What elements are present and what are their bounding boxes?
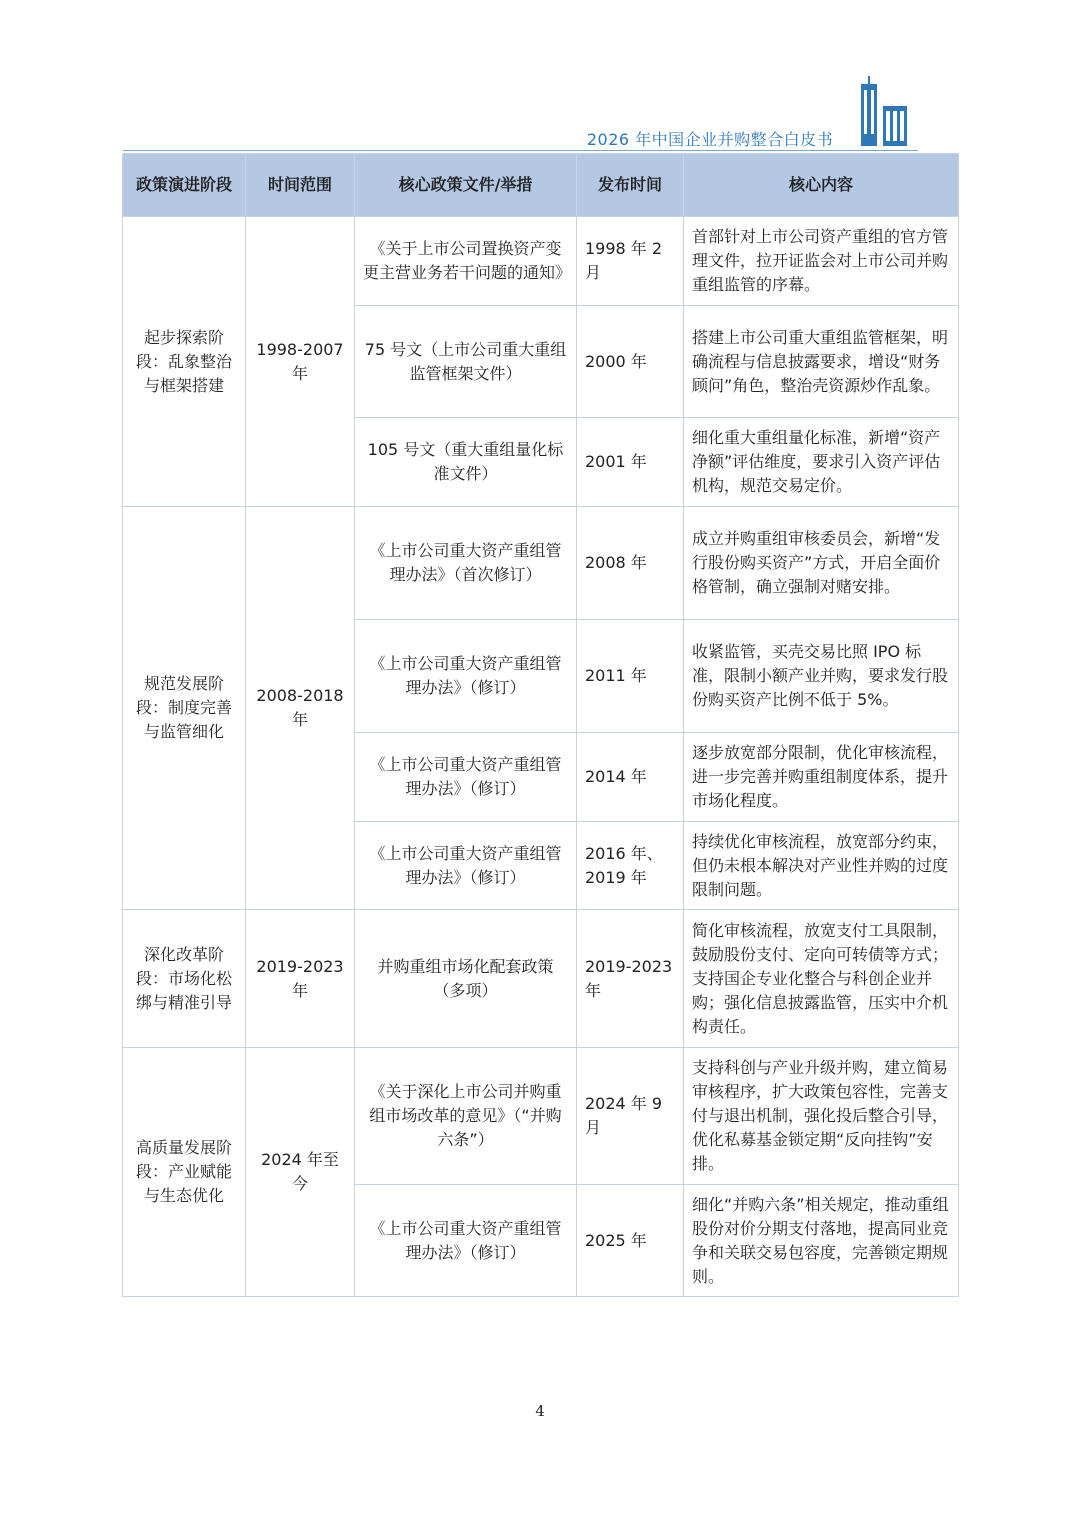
date-cell: 2011 年 bbox=[577, 620, 684, 733]
range-cell: 2008-2018 年 bbox=[246, 507, 355, 910]
stage-cell: 深化改革阶段：市场化松绑与精准引导 bbox=[123, 910, 246, 1048]
document-cell: 《关于深化上市公司并购重组市场改革的意见》（“并购六条”） bbox=[355, 1048, 577, 1185]
table-row bbox=[123, 507, 959, 620]
range-cell: 2019-2023 年 bbox=[246, 910, 355, 1048]
content-cell: 搭建上市公司重大重组监管框架，明确流程与信息披露要求，增设“财务顾问”角色，整治壳资源炒作乱象。 bbox=[684, 306, 959, 418]
stage-cell: 起步探索阶段：乱象整治与框架搭建 bbox=[123, 217, 246, 507]
document-cell: 《上市公司重大资产重组管理办法》（修订） bbox=[355, 620, 577, 733]
date-cell: 2025 年 bbox=[577, 1185, 684, 1297]
date-cell: 2024 年 9 月 bbox=[577, 1048, 684, 1185]
content-cell: 简化审核流程，放宽支付工具限制，鼓励股份支付、定向可转债等方式；支持国企专业化整合与科创企业并购；强化信息披露监管，压实中介机构责任。 bbox=[684, 910, 959, 1048]
date-cell: 2000 年 bbox=[577, 306, 684, 418]
date-cell: 2014 年 bbox=[577, 733, 684, 822]
document-cell: 《上市公司重大资产重组管理办法》（修订） bbox=[355, 1185, 577, 1297]
content-cell: 首部针对上市公司资产重组的官方管理文件，拉开证监会对上市公司并购重组监管的序幕。 bbox=[684, 217, 959, 306]
page-number: 4 bbox=[535, 1402, 545, 1420]
table-row bbox=[123, 217, 959, 306]
document-cell: 《上市公司重大资产重组管理办法》（修订） bbox=[355, 822, 577, 910]
date-cell: 2008 年 bbox=[577, 507, 684, 620]
policy-evolution-table bbox=[122, 153, 959, 1297]
header-divider bbox=[123, 150, 918, 151]
range-cell: 1998-2007 年 bbox=[246, 217, 355, 507]
table-row bbox=[123, 910, 959, 1048]
content-cell: 成立并购重组审核委员会，新增“发行股份购买资产”方式，开启全面价格管制，确立强制对赌安排。 bbox=[684, 507, 959, 620]
date-cell: 1998 年 2 月 bbox=[577, 217, 684, 306]
content-cell: 细化重大重组量化标准，新增“资产净额”评估维度，要求引入资产评估机构，规范交易定价。 bbox=[684, 418, 959, 507]
content-cell: 逐步放宽部分限制，优化审核流程，进一步完善并购重组制度体系，提升市场化程度。 bbox=[684, 733, 959, 822]
column-header-document: 核心政策文件/举措 bbox=[355, 154, 577, 217]
document-cell: 《上市公司重大资产重组管理办法》（修订） bbox=[355, 733, 577, 822]
document-cell: 《上市公司重大资产重组管理办法》（首次修订） bbox=[355, 507, 577, 620]
table-header-row bbox=[123, 154, 959, 217]
document-cell: 105 号文（重大重组量化标准文件） bbox=[355, 418, 577, 507]
document-cell: 75 号文（上市公司重大重组监管框架文件） bbox=[355, 306, 577, 418]
content-cell: 持续优化审核流程，放宽部分约束，但仍未根本解决对产业性并购的过度限制问题。 bbox=[684, 822, 959, 910]
content-cell: 细化“并购六条”相关规定，推动重组股份对价分期支付落地，提高同业竞争和关联交易包容度，完善锁定期规则。 bbox=[684, 1185, 959, 1297]
column-header-range: 时间范围 bbox=[246, 154, 355, 217]
range-cell: 2024 年至今 bbox=[246, 1048, 355, 1297]
table-row bbox=[123, 1048, 959, 1185]
date-cell: 2001 年 bbox=[577, 418, 684, 507]
document-cell: 并购重组市场化配套政策（多项） bbox=[355, 910, 577, 1048]
document-cell: 《关于上市公司置换资产变更主营业务若干问题的通知》 bbox=[355, 217, 577, 306]
stage-cell: 高质量发展阶段：产业赋能与生态优化 bbox=[123, 1048, 246, 1297]
column-header-date: 发布时间 bbox=[577, 154, 684, 217]
content-cell: 收紧监管，买壳交易比照 IPO 标准，限制小额产业并购，要求发行股份购买资产比例不低于 5%。 bbox=[684, 620, 959, 733]
document-header-title: 2026 年中国企业并购整合白皮书 bbox=[586, 130, 834, 149]
content-cell: 支持科创与产业升级并购，建立简易审核程序，扩大政策包容性，完善支付与退出机制，强化投后整合引导，优化私募基金锁定期“反向挂钩”安排。 bbox=[684, 1048, 959, 1185]
column-header-stage: 政策演进阶段 bbox=[123, 154, 246, 217]
date-cell: 2019-2023 年 bbox=[577, 910, 684, 1048]
date-cell: 2016 年、2019 年 bbox=[577, 822, 684, 910]
stage-cell: 规范发展阶段：制度完善与监管细化 bbox=[123, 507, 246, 910]
building-icon bbox=[855, 76, 911, 146]
column-header-content: 核心内容 bbox=[684, 154, 959, 217]
